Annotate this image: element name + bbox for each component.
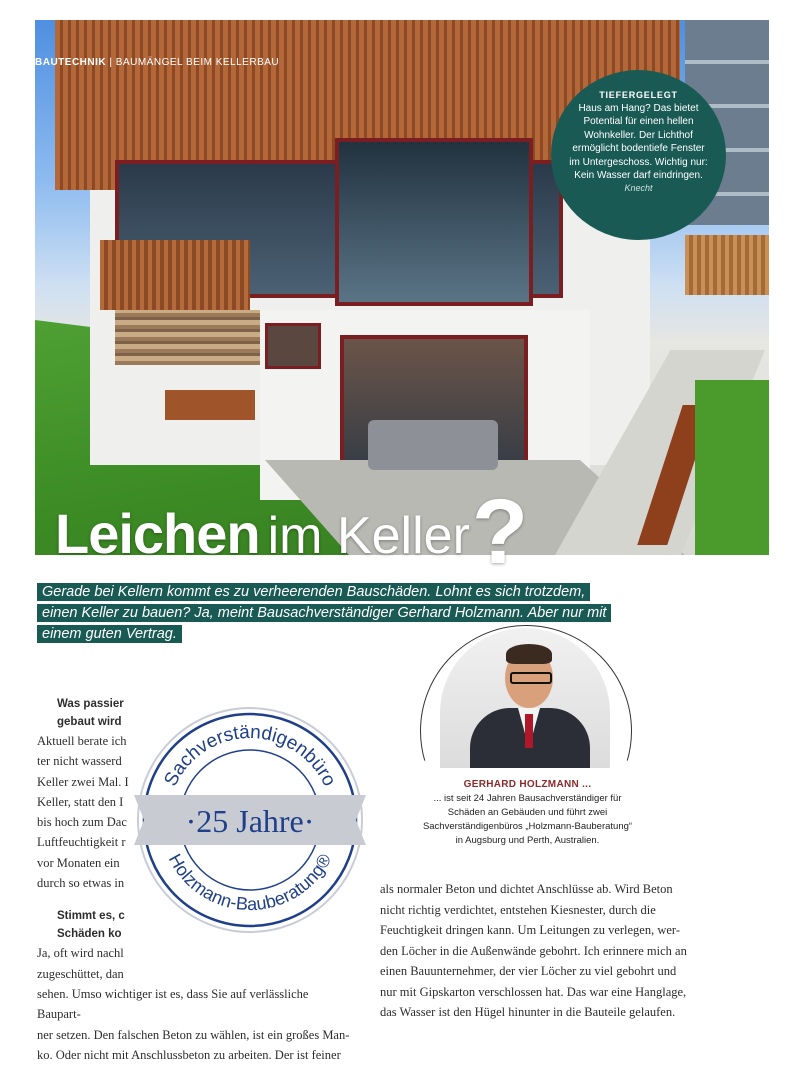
answer-1-line: vor Monaten ein <box>37 855 120 870</box>
patio-sofa <box>368 420 498 470</box>
seal-center-text: ·25 Jahre· <box>185 803 315 839</box>
section-category: BAUTECHNIK <box>35 57 107 68</box>
wooden-railing <box>100 240 250 310</box>
answer-1-line: Keller zwei Mal. I <box>37 774 129 789</box>
lawn-right <box>695 380 769 555</box>
answer-2-line: sehen. Umso wichtiger ist es, dass Sie auf verlässliche Baupart- <box>37 986 309 1022</box>
anniversary-seal <box>130 700 370 940</box>
photo-credit: Knecht <box>624 183 653 194</box>
headline-question-mark: ? <box>471 481 529 583</box>
section-topic: BAUMÄNGEL BEIM KELLERBAU <box>115 57 280 68</box>
answer-2-line: ko. Oder nicht mit Anschlussbeton zu arbeiten. Der ist feiner <box>37 1047 341 1062</box>
headline-bold: Leichen <box>55 502 260 565</box>
answer-1-line: Luftfeuchtigkeit r <box>37 835 126 850</box>
bio-name: GERHARD HOLZMANN ... <box>463 779 592 790</box>
answer-1-line: Keller, statt den I <box>37 794 124 809</box>
upper-window-large <box>335 138 533 306</box>
garden-bench <box>165 390 255 420</box>
basement-small-window <box>265 323 321 369</box>
portrait-tie <box>525 714 533 748</box>
question-2-line-2: Schäden ko <box>57 928 122 941</box>
question-2-line-1: Stimmt es, c <box>57 910 125 923</box>
article-line: Feuchtigkeit dringen kann. Um Leitungen zu verlegen, wer- <box>380 923 680 937</box>
answer-1-line: ter nicht wasserd <box>37 754 122 769</box>
question-1-line-1: Was passier <box>57 698 124 710</box>
article-line: den Löcher in die Außenwände gebohrt. Ich erinnere mich an <box>380 943 687 958</box>
article-line: nur mit Gipskarton verschlossen hat. Das war eine Hanglage, <box>380 984 687 999</box>
headline <box>55 470 529 583</box>
answer-1-line: bis hoch zum Dac <box>37 815 127 830</box>
portrait-hair <box>506 644 552 664</box>
stone-wall <box>115 310 265 365</box>
article-line: das Wasser ist den Hügel hinunter in die Bauteile gelaufen. <box>380 1005 676 1019</box>
article-line: nicht richtig verdichtet, entstehen Kiesnester, durch die <box>380 902 656 917</box>
seal-bottom-text: Holzmann-Bauberatung® <box>164 850 336 915</box>
answer-2-line: zugeschüttet, dan <box>37 966 124 981</box>
author-bio <box>420 778 635 848</box>
article-line: einen Bauunternehmer, der vier Löcher zu viel gebohrt und <box>380 964 677 978</box>
headline-light: im Keller <box>267 507 470 565</box>
info-bubble <box>551 70 726 240</box>
article-line: als normaler Beton und dichtet Anschlüsse ab. Wird Beton <box>380 882 673 896</box>
bio-text: ... ist seit 24 Jahren Bausachverständiger für Schäden an Gebäuden und führt zwei Sachverständigenbüros „Holzmann-Bauberatung“ in Augsburg und Perth, Australien. <box>422 793 633 846</box>
answer-2-line: ner setzen. Den falschen Beton zu wählen, ist ein großes Man- <box>37 1027 350 1042</box>
answer-1-line: durch so etwas in <box>37 876 125 891</box>
article-column-right <box>380 879 750 1023</box>
answer-2-line: Ja, oft wird nachl <box>37 946 124 961</box>
lead-paragraph: Gerade bei Kellern kommt es zu verheerenden Bauschäden. Lohnt es sich trotzdem, einen Keller zu bauen? Ja, meint Bausachverständiger Gerhard Holzmann. Aber nur mit einem guten Vertrag. <box>37 583 611 643</box>
seal-top-text: Sachverständigenbüro <box>160 721 340 790</box>
question-1-line-2: gebaut wird <box>57 716 122 728</box>
bubble-text: Haus am Hang? Das bietet Potential für einen hellen Wohnkeller. Der Lichthof ermöglicht bodentiefe Fenster im Untergeschoss. Wichtig nur: Kein Wasser darf eindringen. <box>569 103 708 182</box>
portrait-glasses <box>510 672 552 684</box>
section-divider: | <box>109 57 113 68</box>
bubble-title: TIEFERGELEGT <box>599 90 678 100</box>
answer-1-line: Aktuell berate ich <box>37 734 127 748</box>
wooden-fence <box>685 235 769 295</box>
section-label <box>35 57 279 68</box>
